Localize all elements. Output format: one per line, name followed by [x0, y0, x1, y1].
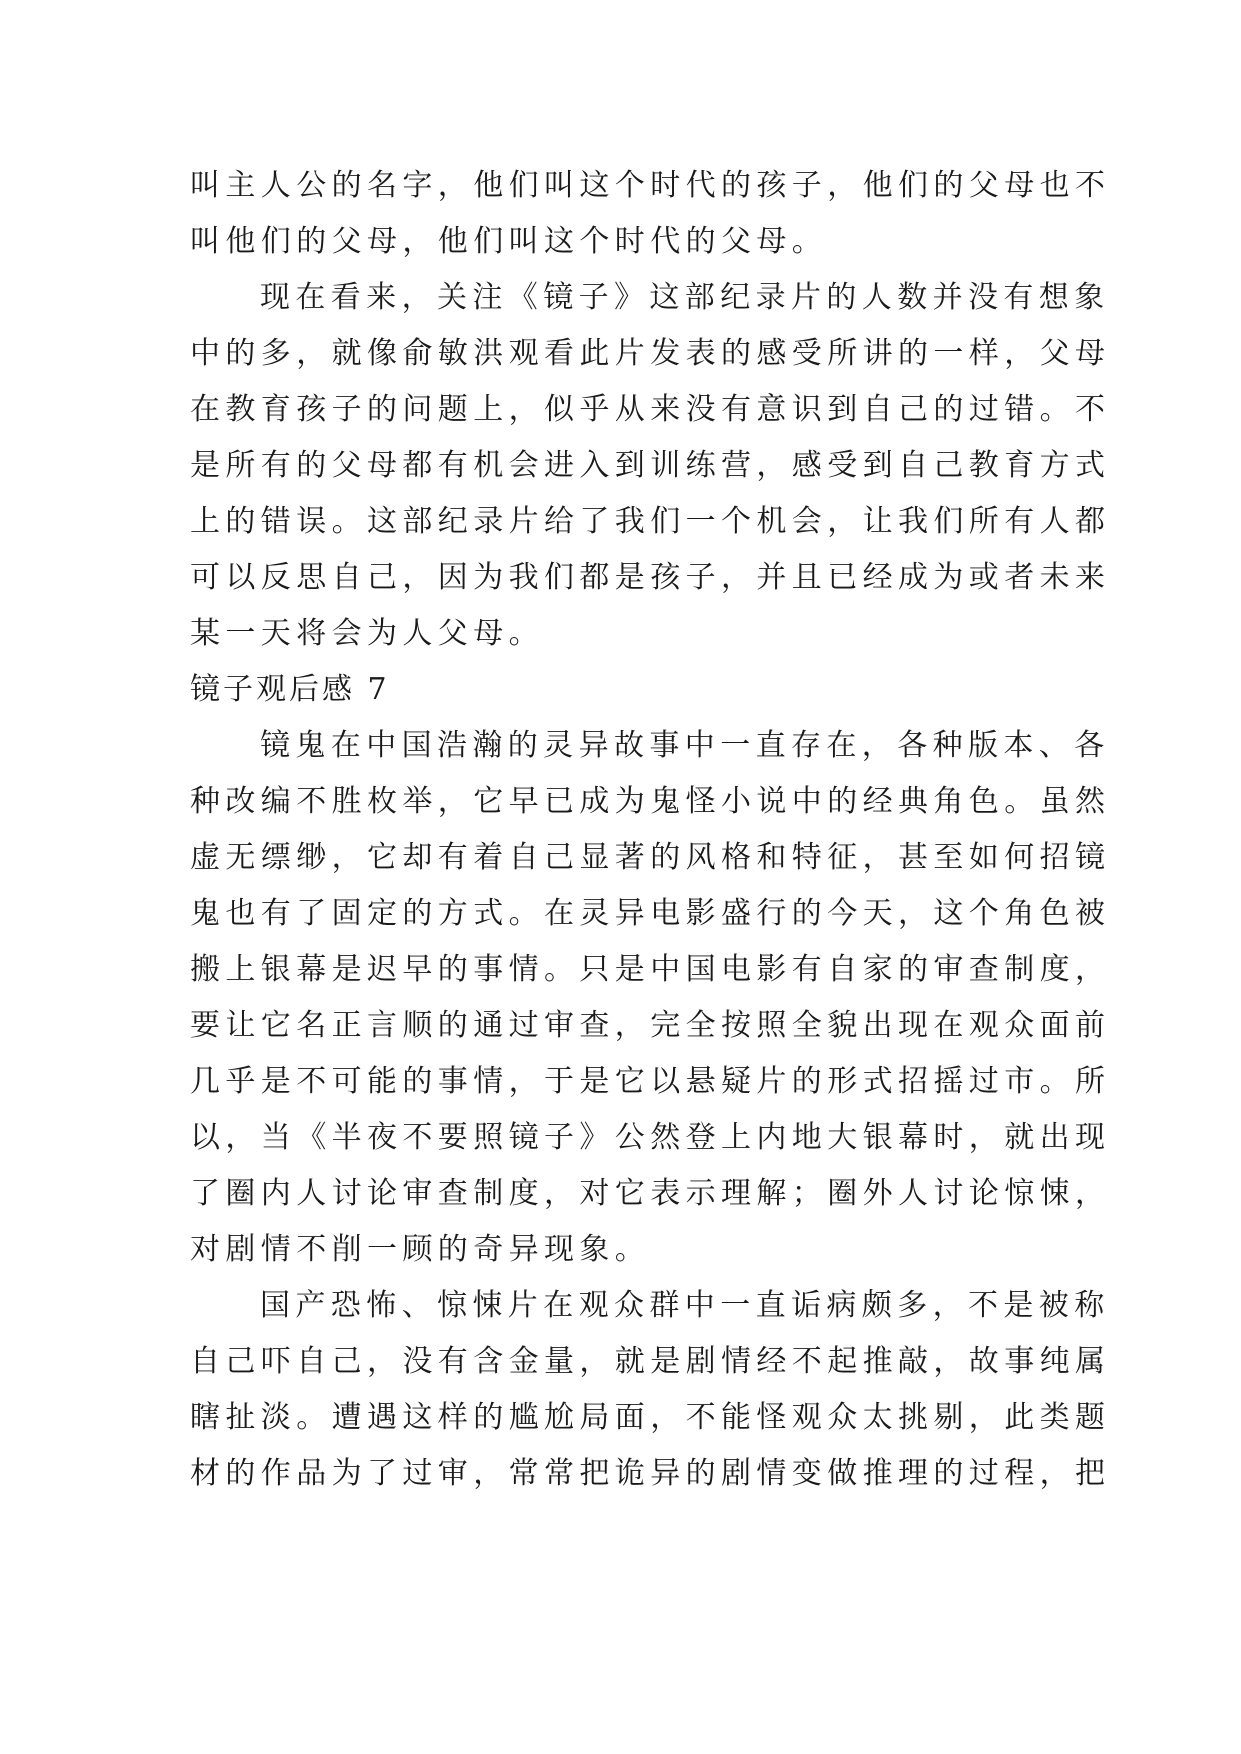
text-line: 某一天将会为人父母。	[190, 616, 544, 651]
text-line: 了圈内人讨论审查制度，对它表示理解；圈外人讨论惊悚，	[190, 1176, 1111, 1211]
text-line: 要让它名正言顺的通过审查，完全按照全貌出现在观众面前	[190, 1008, 1111, 1043]
section-heading: 镜子观后感 7	[190, 672, 390, 707]
text-line: 是所有的父母都有机会进入到训练营，感受到自己教育方式	[190, 448, 1111, 483]
text-line: 种改编不胜枚举，它早已成为鬼怪小说中的经典角色。虽然	[190, 784, 1111, 819]
text-line: 材的作品为了过审，常常把诡异的剧情变做推理的过程，把	[190, 1456, 1111, 1491]
text-line: 以，当《半夜不要照镜子》公然登上内地大银幕时，就出现	[190, 1120, 1111, 1155]
text-line: 搬上银幕是迟早的事情。只是中国电影有自家的审查制度，	[190, 952, 1111, 987]
text-line: 上的错误。这部纪录片给了我们一个机会，让我们所有人都	[190, 504, 1111, 539]
text-line: 镜鬼在中国浩瀚的灵异故事中一直存在，各种版本、各	[260, 728, 1110, 763]
text-line: 几乎是不可能的事情，于是它以悬疑片的形式招摇过市。所	[190, 1064, 1111, 1099]
paragraph-2	[190, 270, 1111, 662]
text-line: 现在看来，关注《镜子》这部纪录片的人数并没有想象	[260, 280, 1110, 315]
text-line: 瞎扯淡。遭遇这样的尴尬局面，不能怪观众太挑剔，此类题	[190, 1400, 1111, 1435]
text-line: 叫主人公的名字，他们叫这个时代的孩子，他们的父母也不	[190, 168, 1111, 203]
text-line: 中的多，就像俞敏洪观看此片发表的感受所讲的一样，父母	[190, 336, 1111, 371]
document-body	[190, 158, 1111, 1502]
text-line: 叫他们的父母，他们叫这个时代的父母。	[190, 224, 828, 259]
paragraph-1	[190, 158, 1111, 270]
text-line: 国产恐怖、惊悚片在观众群中一直诟病颇多，不是被称	[260, 1288, 1110, 1323]
paragraph-3	[190, 718, 1111, 1278]
text-line: 自己吓自己，没有含金量，就是剧情经不起推敲，故事纯属	[190, 1344, 1111, 1379]
text-line: 在教育孩子的问题上，似乎从来没有意识到自己的过错。不	[190, 392, 1111, 427]
text-line: 可以反思自己，因为我们都是孩子，并且已经成为或者未来	[190, 560, 1111, 595]
text-line: 虚无缥缈，它却有着自己显著的风格和特征，甚至如何招镜	[190, 840, 1111, 875]
text-line: 鬼也有了固定的方式。在灵异电影盛行的今天，这个角色被	[190, 896, 1111, 931]
text-line: 对剧情不削一顾的奇异现象。	[190, 1232, 651, 1267]
paragraph-4	[190, 1278, 1111, 1502]
